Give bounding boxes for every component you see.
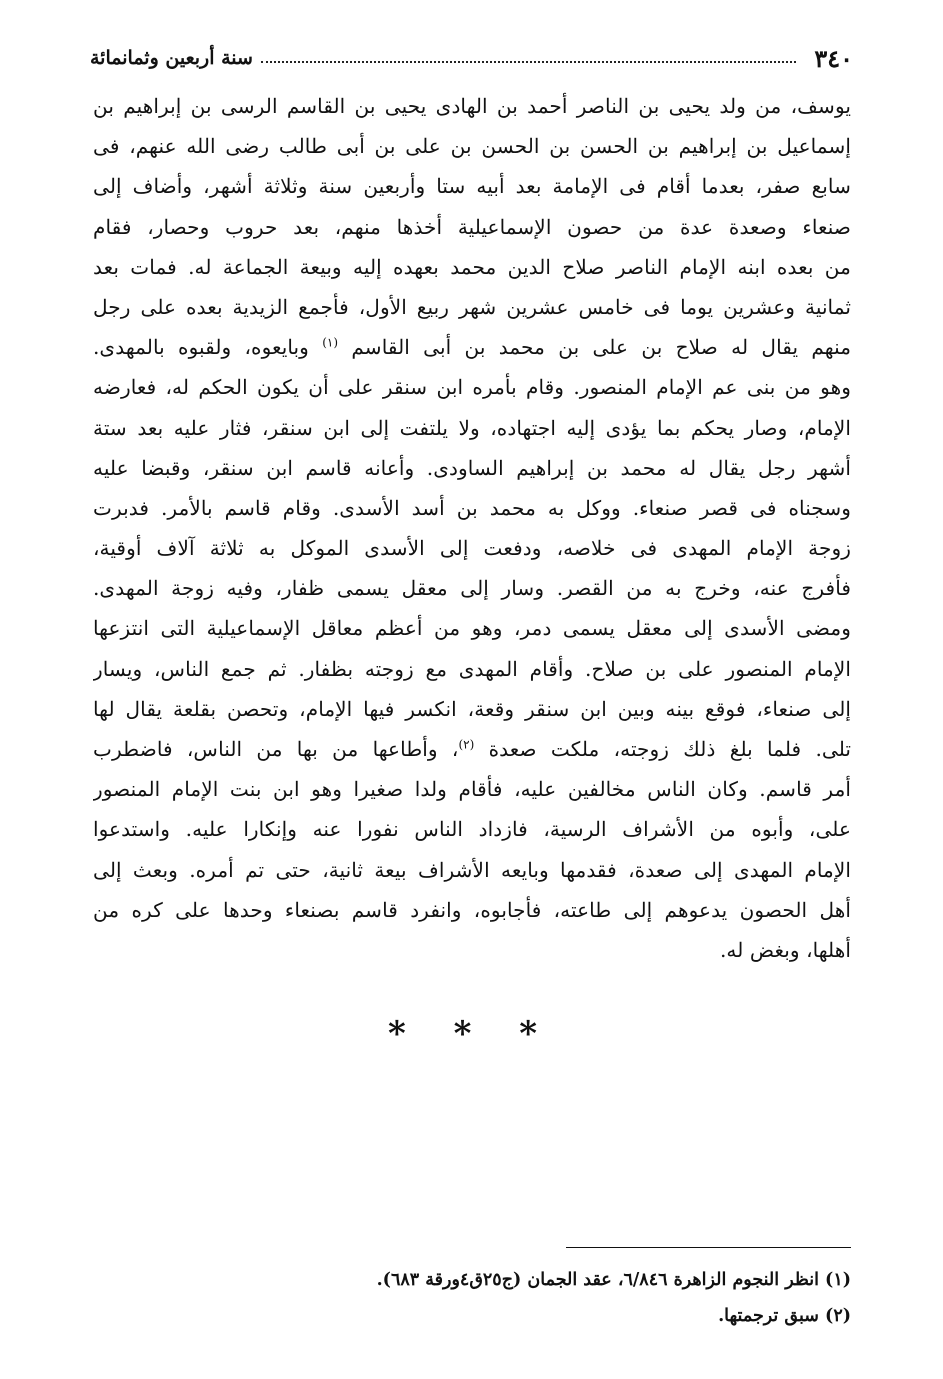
text-line: زوجة الإمام المهدى فى خلاصه، ودفعت إلى الأسدى الموكل به ثلاثة آلاف أوقية، [93,536,851,561]
text-line: الإمام المهدى إلى صعدة، فقدمها وبايعه الأشراف بيعة ثانية، حتى تم أمره. وبعث إلى [93,857,851,882]
text-line: من بعده ابنه الإمام الناصر صلاح الدين محمد بعهده إليه وبيعة الجماعة له. فمات بعد [93,254,851,279]
text-line-part: ، وأطاعها من بها من الناس، فاضطرب [93,737,459,761]
text-line: ثمانية وعشرين يوما فى خامس عشرين شهر ربيع الأول، فأجمع الزيدية بعده على رجل [93,294,851,319]
page-number: ٣٤٠ [814,43,853,73]
text-line: يوسف، من ولد يحيى بن الناصر أحمد بن الهادى يحيى بن القاسم الرسى بن إبراهيم بن [93,94,851,118]
main-text [93,86,851,970]
text-line-part: وبايعوه، ولقبوه بالمهدى. [93,335,309,360]
text-line: وسجناه فى قصر صنعاء. ووكل به محمد بن أسد الأسدى. وقام قاسم بالأمر. فدبرت [93,495,851,520]
footnote-mark-1: (١) [322,335,339,350]
text-line: إلى صنعاء، فوقع بينه وبين ابن سنقر وقعة، انكسر فيها الإمام، وتحصن بقلعة يقال لها [93,696,851,721]
text-line: الإمام، وصار يحكم بما يؤدى إليه اجتهاده، ولا يلتفت إلى ابن سنقر، فثار عليه بعد ستة [93,415,851,440]
text-line: وهو من بنى عم الإمام المنصور. وقام بأمره ابن سنقر على أن يكون الحكم له، فعارضه [93,375,851,400]
text-line: أهل الحصون يدعوهم إلى طاعته، فأجابوه، وانفرد قاسم بصنعاء وحدها على كره من [93,897,851,922]
section-ornament: * * * [387,1014,555,1054]
dotted-leader [261,61,796,63]
text-line: صنعاء وصعدة عدة من حصون الإسماعيلية أخذها منهم، بعد حروب وحصار، فقام [93,214,851,239]
text-line-part: تلى. فلما بلغ ذلك زوجته، ملكت صعدة [488,737,851,761]
text-line [93,729,851,769]
text-line: أهلها، وبغض له. [720,937,851,962]
footnote-mark-2: (٢) [458,737,475,752]
running-title: سنة أربعين وثمانمائة [90,47,253,69]
footnote-2: (٢) سبق ترجمتها. [718,1306,851,1326]
text-line: أمر قاسم. وكان الناس مخالفين عليه، فأقام ولدا صغيرا وهو ابن بنت الإمام المنصور [93,777,851,802]
running-header [90,38,853,78]
text-line: إسماعيل بن إبراهيم بن الحسن بن الحسن بن على بن أبى طالب رضى الله عنهم، فى [93,134,851,159]
footnote-divider [566,1247,851,1248]
text-line: أشهر رجل يقال له محمد بن إبراهيم الساودى. وأعانه قاسم ابن سنقر، وقبضا عليه [93,455,851,480]
text-line: الإمام المنصور على بن صلاح. وأقام المهدى مع زوجته بظفار. ثم جمع الناس، ويسار [93,656,851,681]
text-line: ومضى الأسدى إلى معقل يسمى دمر، وهو من أعظم معاقل الإسماعيلية التى انتزعها [93,616,851,641]
text-line [93,327,851,367]
footnotes [151,1262,851,1334]
footnote-1: (١) انظر النجوم الزاهرة ٦/٨٤٦، عقد الجمان (ج٢٥ق٤ورقة ٦٨٣). [376,1270,851,1290]
text-line: فأفرج عنه، وخرج به من القصر. وسار إلى معقل يسمى ظفار، وفيه زوجة المهدى. [93,576,851,601]
text-line: سابع صفر، بعدما أقام فى الإمامة بعد أبيه ستا وأربعين سنة وثلاثة أشهر، وأضاف إلى [93,174,851,199]
text-line-part: منهم يقال له صلاح بن على بن محمد بن أبى القاسم [351,335,851,360]
text-line: على، وأبوه من الأشراف الرسية، فازداد الناس نفورا عنه وإنكارا عليه. واستدعوا [93,817,851,842]
